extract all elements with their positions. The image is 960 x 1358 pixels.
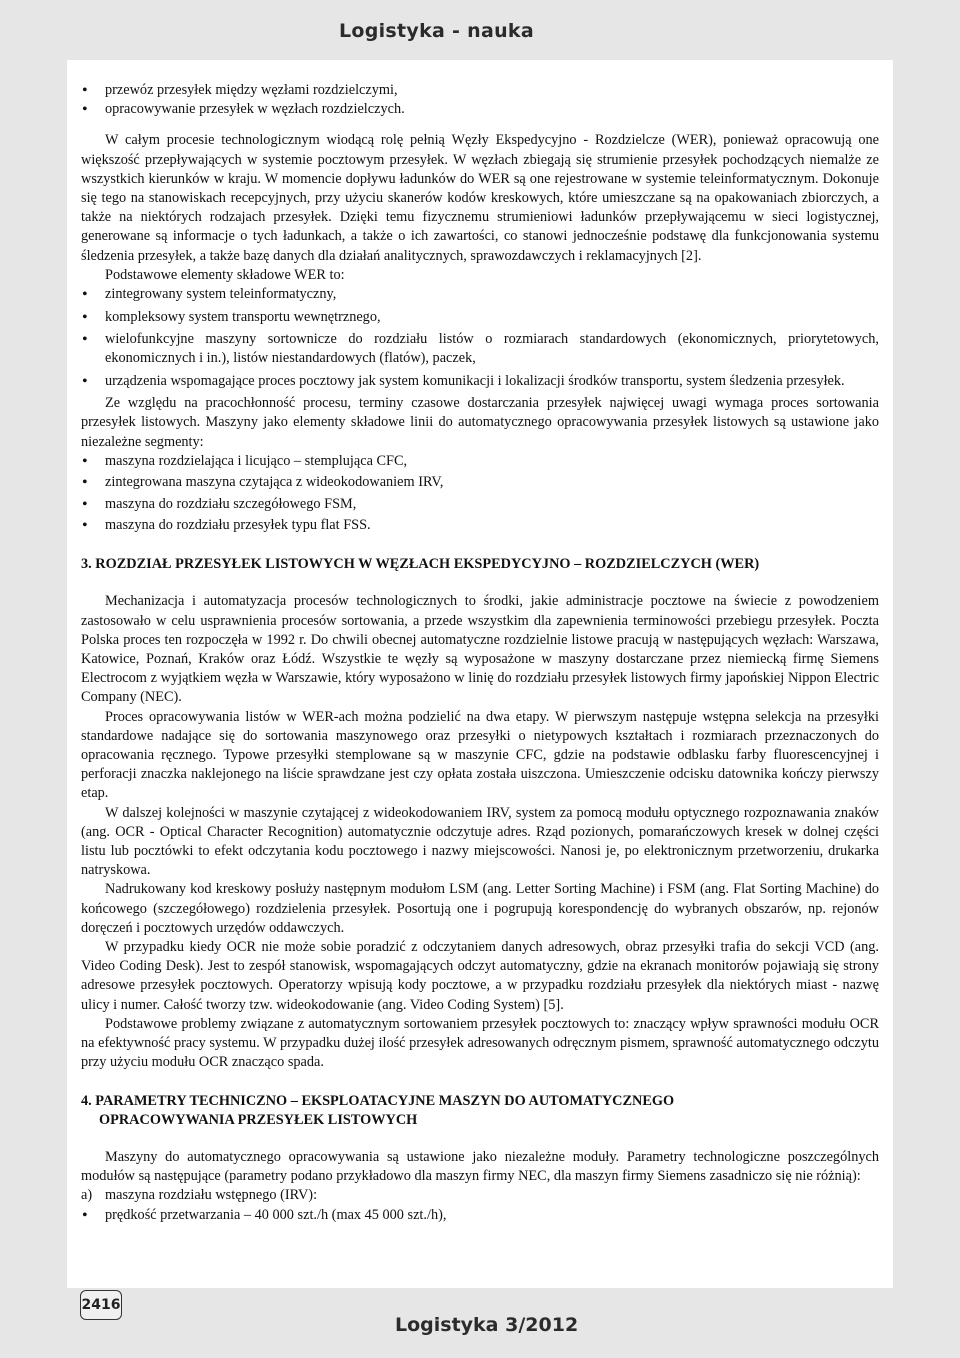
page-number-badge: 2416 [80, 1290, 122, 1320]
sub-bullet-list [81, 1206, 879, 1225]
sub-item-a [81, 1186, 879, 1205]
list-item: • zintegrowany system teleinformatyczny, [81, 285, 879, 304]
intro-bullet-list [81, 81, 879, 119]
paragraph: Nadrukowany kod kreskowy posłuży następnym modułom LSM (ang. Letter Sorting Machine) i FSM (ang. Flat Sorting Machine) do końcowego (szczegółowego) rozdzielenia przesyłek. Posortują one i pogrupują korespondencję do wybranych obszarów, np. rejonów doręczeń i pocztowych urzędów oddawczych. [81, 881, 879, 936]
list-item: • zintegrowana maszyna czytająca z wideokodowaniem IRV, [81, 473, 879, 492]
paragraph: Maszyny do automatycznego opracowywania są ustawione jako niezależne moduły. Parametry technologiczne poszczególnych modułów są następujące (parametry podano przykładowo dla maszyn firmy NEC, dla maszyn firmy Siemens zasadniczo się nie różnią): [81, 1148, 879, 1185]
paragraph: W całym procesie technologicznym wiodącą rolę pełnią Węzły Ekspedycyjno - Rozdzielcze (WER), ponieważ opracowują one większość przepływających w systemie pocztowym przesyłek. W węzłach zbiegają się strumienie przesyłek pochodzących niemalże ze wszystkich kierunków w kraju. W momencie dopływu ładunków do WER są one rejestrowane w systemie teleinformatycznym. Dokonuje się tego na stanowiskach recepcyjnych, przy użyciu skanerów kodów kreskowych, które umieszczane są na opakowaniach zbiorczych, a także na niektórych rodzajach przesyłek. Dzięki temu fizycznemu strumieniowi ładunków przepływającemu w sieci logistycznej, generowane są informacje o tych ładunkach, a także o ich zawartości, co stanowi jednocześnie podstawę dla funkcjonowania systemu śledzenia przesyłek, a także bazę danych dla działań analitycznych, sprawozdawczych i reklamacyjnych [2]. [81, 132, 879, 264]
paragraph: Podstawowe problemy związane z automatycznym sortowaniem przesyłek pocztowych to: znaczący wpływ sprawności modułu OCR na efektywność pracy systemu. W przypadku dużej ilość przesyłek adresowanych odręcznym pismem, sprawność automatycznego odczytu przy użyciu modułu OCR znacząco spada. [81, 1015, 879, 1071]
list-item: • kompleksowy system transportu wewnętrznego, [81, 308, 879, 327]
section-3-heading: 3. ROZDZIAŁ PRZESYŁEK LISTOWYCH W WĘZŁACH EKSPEDYCYJNO – ROZDZIELCZYCH (WER) [81, 556, 760, 573]
list-item: • wielofunkcyjne maszyny sortownicze do rozdziału listów o rozmiarach standardowych (ekonomicznych, priorytetowych, ekonomicznych i in.), listów niestandardowych (flatów), paczek, [81, 330, 879, 368]
section-4-heading [81, 1092, 879, 1130]
journal-footer-issue: Logistyka 3/2012 [395, 1314, 579, 1336]
journal-header-title: Logistyka - nauka [338, 20, 534, 42]
spacer [81, 1130, 879, 1148]
section-4-heading-line2: OPRACOWYWANIA PRZESYŁEK LISTOWYCH [99, 1111, 418, 1128]
sub-item-marker: a) [81, 1187, 93, 1204]
paragraph: Mechanizacja i automatyzacja procesów technologicznych to środki, jakie administracje pocztowe na świecie z powodzeniem zastosowało w celu usprawnienia procesów sortowania, a przede wszystkim dla zapewnienia terminowości przebiegu przesyłek. Poczta Polska proces ten rozpoczęła w 1992 r. Do chwili obecnej automatyczne rozdzielnie listowe pracują w następujących węzłach: Warszawa, Katowice, Poznań, Kraków oraz Łódź. Wszystkie te węzły są wyposażone w maszyny dostarczane przez niemiecką firmę Siemens Electrocom z wyjątkiem węzła w Warszawie, który wyposażono w linię do rozdziału przesyłek listowych firmy japońskiej Nippon Electric Company (NEC). [81, 593, 879, 706]
article-body [67, 60, 893, 1288]
list-item: • maszyna do rozdziału szczegółowego FSM, [81, 495, 879, 514]
list-item: • opracowywanie przesyłek w węzłach rozdzielczych. [81, 100, 879, 119]
paragraph: Ze względu na pracochłonność procesu, terminy czasowe dostarczania przesyłek najwięcej uwagi wymaga proces sortowania przesyłek listowych. Maszyny jako elementy składowe linii do automatycznego opracowywania przesyłek listowych są ustawione jako niezależne segmenty: [81, 395, 879, 450]
list-item: • urządzenia wspomagające proces pocztowy jak system komunikacji i lokalizacji środków transportu, system śledzenia przesyłek. [81, 372, 879, 391]
list-item: • prędkość przetwarzania – 40 000 szt./h (max 45 000 szt./h), [81, 1206, 879, 1225]
paragraph: W dalszej kolejności w maszynie czytającej z wideokodowaniem IRV, system za pomocą modułu optycznego rozpoznawania znaków (ang. OCR - Optical Character Recognition) automatycznie odczytuje adres. Rząd pozionych, pomarańczowych kresek w dolnej części listu lub pocztówki to efekt odczytania kodu pocztowego i nazwy miejscowości. Nanosi je, po elektronicznym przetworzeniu, drukarka natryskowa. [81, 804, 879, 879]
spacer [81, 574, 879, 592]
paragraph: Proces opracowywania listów w WER-ach można podzielić na dwa etapy. W pierwszym następuje wstępna selekcja na przesyłki standardowe nadające się do sortowania maszynowego oraz przesyłki o nietypowych kształtach i rozmiarach przeznaczonych do opracowania ręcznego. Typowe przesyłki stemplowane są w maszynie CFC, gdzie na podstawie odblasku farby fluorescencyjnej i perforacji znaczka naklejonego na liście sprawdzane jest czy opłata została uiszczona. Umieszczenie odcisku datownika kończy pierwszy etap. [81, 708, 879, 802]
wer-elements-list [81, 285, 879, 391]
sub-item-label: maszyna rozdziału wstępnego (IRV): [105, 1187, 318, 1204]
spacer [81, 119, 879, 131]
list-item: • przewóz przesyłek między węzłami rozdzielczymi, [81, 81, 879, 100]
list-item: • maszyna do rozdziału przesyłek typu flat FSS. [81, 516, 879, 535]
paragraph: Podstawowe elementy składowe WER to: [105, 266, 345, 283]
section-4-heading-line1: 4. PARAMETRY TECHNICZNO – EKSPLOATACYJNE MASZYN DO AUTOMATYCZNEGO [81, 1092, 675, 1109]
segments-list [81, 452, 879, 535]
list-item: • maszyna rozdzielająca i licująco – stemplująca CFC, [81, 452, 879, 471]
paragraph: W przypadku kiedy OCR nie może sobie poradzić z odczytaniem danych adresowych, obraz przesyłki trafia do sekcji VCD (ang. Video Coding Desk). Jest to zespół stanowisk, wspomagających odczyt automatyczny, gdzie na ekranach monitorów pojawiają się strony adresowe przesyłek pocztowych. Operatorzy wpisują kody pocztowe, a w przypadku rozdziału przesyłek dla niektórych miast - nazwę ulicy i numer. Całość tworzy tzw. wideokodowanie (ang. Video Coding System) [5]. [81, 939, 879, 1013]
